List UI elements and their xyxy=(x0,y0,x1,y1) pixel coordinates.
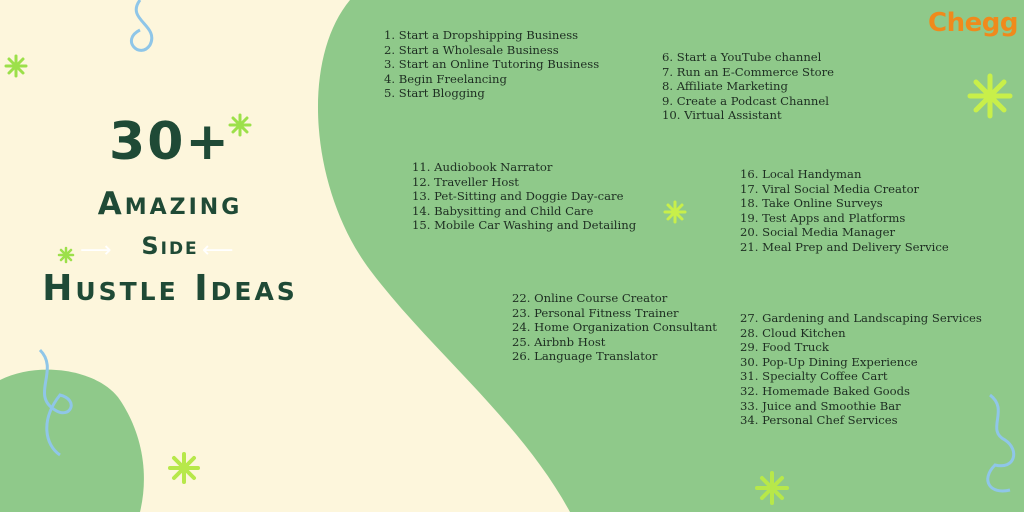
idea-item: 7. Run an E-Commerce Store xyxy=(662,64,835,79)
idea-item: 9. Create a Podcast Channel xyxy=(662,93,829,108)
idea-group-4 xyxy=(740,167,949,255)
sparkle-icon xyxy=(970,76,1010,116)
idea-item: 12. Traveller Host xyxy=(412,174,519,189)
idea-group-2 xyxy=(662,50,834,123)
idea-item: 22. Online Course Creator xyxy=(512,291,668,305)
idea-item: 29. Food Truck xyxy=(740,340,829,355)
idea-item: 32. Homemade Baked Goods xyxy=(740,383,910,398)
idea-item: 4. Begin Freelancing xyxy=(384,71,507,86)
idea-item: 31. Specialty Coffee Cart xyxy=(740,369,888,384)
idea-item: 10. Virtual Assistant xyxy=(662,108,782,123)
idea-item: 6. Start a YouTube channel xyxy=(662,50,822,64)
idea-item: 5. Start Blogging xyxy=(384,86,485,101)
idea-item: 13. Pet-Sitting and Doggie Day-care xyxy=(412,189,624,204)
sparkle-icon xyxy=(170,454,198,482)
idea-item: 21. Meal Prep and Delivery Service xyxy=(740,239,949,254)
idea-item: 1. Start a Dropshipping Business xyxy=(384,28,579,42)
arrow-right-icon: ⟶ xyxy=(80,238,112,263)
idea-item: 27. Gardening and Landscaping Services xyxy=(740,311,982,325)
idea-item: 26. Language Translator xyxy=(512,349,658,364)
idea-item: 3. Start an Online Tutoring Business xyxy=(384,57,600,72)
idea-item: 23. Personal Fitness Trainer xyxy=(512,305,679,320)
idea-item: 25. Airbnb Host xyxy=(512,334,606,349)
idea-item: 11. Audiobook Narrator xyxy=(412,160,553,174)
idea-item: 30. Pop-Up Dining Experience xyxy=(740,354,918,369)
idea-group-6 xyxy=(740,311,982,428)
idea-item: 28. Cloud Kitchen xyxy=(740,325,846,340)
arrow-left-icon: ⟵ xyxy=(202,238,234,263)
idea-group-3 xyxy=(412,160,636,233)
idea-item: 15. Mobile Car Washing and Detailing xyxy=(412,218,637,233)
sparkle-icon xyxy=(6,56,26,76)
idea-item: 2. Start a Wholesale Business xyxy=(384,42,559,57)
swirl-ribbon-icon xyxy=(131,0,151,50)
idea-item: 18. Take Online Surveys xyxy=(740,196,883,211)
bottom-left-blob xyxy=(0,370,144,512)
headline-hustle-ideas: Hustle Ideas xyxy=(42,268,298,309)
idea-item: 20. Social Media Manager xyxy=(740,225,895,240)
idea-group-1 xyxy=(384,28,599,101)
sparkle-icon xyxy=(757,473,787,503)
idea-item: 24. Home Organization Consultant xyxy=(512,320,717,335)
idea-group-5 xyxy=(512,291,717,364)
brand-logo: Chegg xyxy=(928,8,1018,38)
idea-item: 17. Viral Social Media Creator xyxy=(740,181,920,196)
headline-number: 30+ xyxy=(109,112,231,172)
idea-item: 34. Personal Chef Services xyxy=(740,413,898,428)
idea-item: 33. Juice and Smoothie Bar xyxy=(740,398,901,413)
idea-item: 19. Test Apps and Platforms xyxy=(740,210,906,225)
idea-item: 14. Babysitting and Child Care xyxy=(412,203,594,218)
idea-item: 16. Local Handyman xyxy=(740,167,862,181)
idea-item: 8. Affiliate Marketing xyxy=(662,79,788,94)
headline-side: Side xyxy=(141,232,199,260)
sparkle-icon xyxy=(665,202,685,222)
headline-amazing: Amazing xyxy=(97,186,243,222)
